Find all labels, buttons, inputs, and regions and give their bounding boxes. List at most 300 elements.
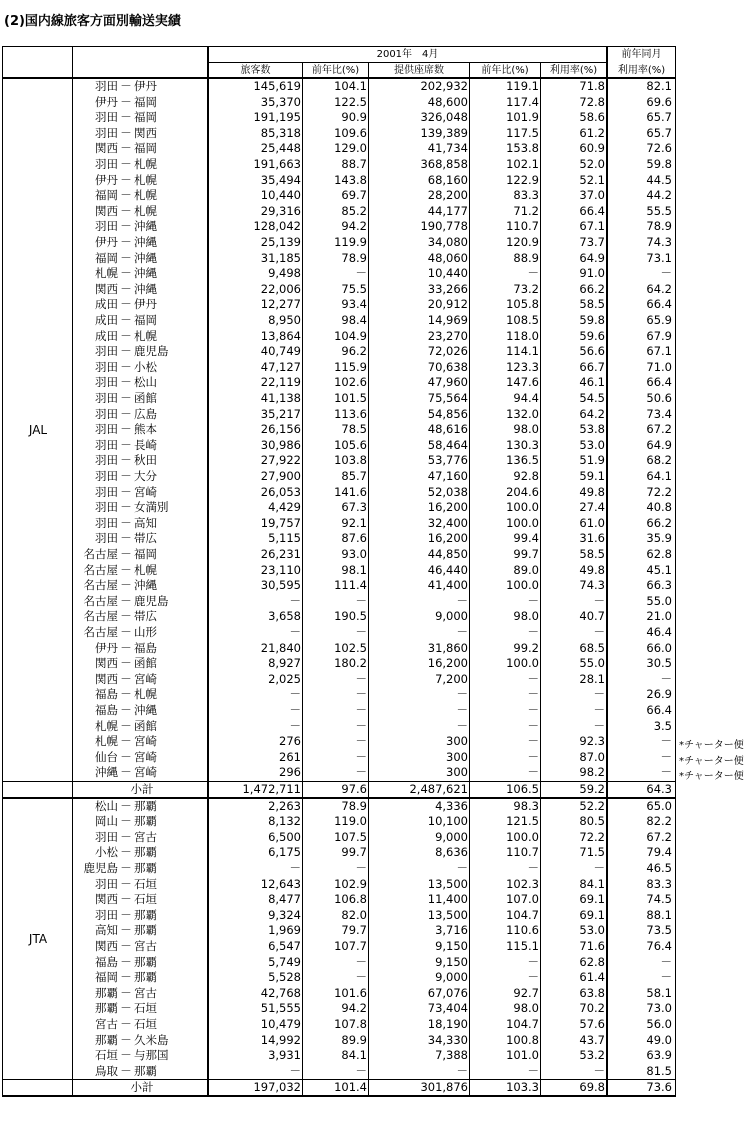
route-cell: [74, 188, 210, 204]
seat-yoy-cell: －: [527, 860, 539, 875]
seats-cell: 16,200: [427, 656, 468, 671]
route-cell: [74, 594, 210, 610]
passengers-cell: －: [289, 1063, 301, 1078]
passengers-cell: 25,139: [260, 235, 301, 249]
passengers-cell: 47,127: [260, 359, 301, 374]
passengers-cell: 85,318: [260, 125, 301, 140]
table-row: [3, 970, 675, 986]
seats-cell: 75,564: [427, 391, 468, 405]
route-dash: －: [120, 860, 132, 875]
seat-yoy-cell: 117.5: [506, 125, 539, 140]
seat-yoy-cell: 130.3: [506, 437, 539, 452]
passengers-cell: 145,619: [253, 79, 301, 93]
subtotal-label: 小計: [130, 782, 154, 796]
prev-year-load-factor-cell: 56.0: [646, 1016, 672, 1031]
route-cell: [74, 687, 210, 703]
seat-yoy-cell: 100.0: [506, 500, 539, 515]
prev-year-load-factor-cell: 66.4: [646, 703, 672, 717]
passenger-yoy-cell: 101.5: [334, 391, 367, 405]
origin: 沖縄: [95, 765, 118, 780]
destination: 那覇: [134, 970, 157, 985]
origin: 福岡: [95, 188, 118, 203]
prev-year-load-factor-cell: 45.1: [646, 562, 672, 577]
origin: 関西: [95, 281, 118, 296]
subtotal-cell: 1,472,711: [242, 782, 301, 796]
destination: 宮崎: [134, 484, 157, 499]
passengers-cell: 22,006: [260, 281, 301, 296]
route-cell: [74, 235, 210, 251]
passenger-yoy-cell: 102.5: [334, 640, 367, 655]
seat-yoy-cell: 71.2: [513, 203, 539, 218]
subtotal-cell: 301,876: [420, 1080, 468, 1095]
origin: 名古屋: [83, 578, 118, 593]
col-passengers: 旅客数: [240, 65, 271, 76]
seats-cell: 11,400: [427, 892, 468, 907]
load-factor-cell: 71.8: [579, 79, 605, 93]
destination: 函館: [134, 718, 157, 733]
route-dash: －: [120, 970, 132, 985]
destination: 石垣: [134, 892, 157, 907]
seat-yoy-cell: 98.0: [513, 609, 539, 624]
table-row: [3, 625, 675, 641]
load-factor-cell: 56.6: [579, 344, 605, 359]
seat-yoy-cell: －: [527, 970, 539, 985]
destination: 沖縄: [134, 578, 157, 593]
destination: 那覇: [134, 923, 157, 938]
origin: 伊丹: [95, 94, 118, 109]
seats-cell: －: [456, 703, 468, 717]
load-factor-cell: 58.5: [579, 547, 605, 561]
origin: 名古屋: [83, 625, 118, 639]
destination: 沖縄: [134, 266, 157, 281]
table-row: [3, 687, 675, 703]
route-dash: －: [120, 266, 132, 281]
passengers-cell: 12,277: [260, 297, 301, 312]
seat-yoy-cell: －: [527, 671, 539, 686]
route-dash: －: [120, 328, 132, 343]
route-cell: [74, 282, 210, 298]
origin: 伊丹: [95, 172, 118, 187]
passengers-cell: 30,595: [260, 578, 301, 593]
origin: 羽田: [95, 375, 118, 390]
passengers-cell: 12,643: [260, 876, 301, 891]
destination: 松山: [134, 375, 157, 390]
passenger-yoy-cell: 82.0: [341, 907, 367, 922]
seat-yoy-cell: 107.0: [506, 892, 539, 907]
route-cell: [74, 939, 210, 955]
destination: 宮古: [134, 938, 157, 953]
load-factor-cell: 52.2: [579, 798, 605, 813]
passenger-yoy-cell: 119.0: [334, 814, 367, 829]
passengers-cell: 35,217: [260, 406, 301, 421]
passengers-cell: 35,494: [260, 172, 301, 187]
passengers-cell: －: [289, 625, 301, 639]
table-row: [3, 329, 675, 345]
load-factor-cell: 64.9: [579, 250, 605, 265]
destination: 与那国: [134, 1048, 169, 1063]
route-dash: －: [120, 157, 132, 171]
seats-cell: 13,500: [427, 907, 468, 922]
route-dash: －: [120, 625, 132, 639]
table-row: [3, 861, 675, 877]
destination: 福岡: [134, 141, 157, 156]
table-row: [3, 563, 675, 579]
seats-cell: －: [456, 625, 468, 639]
destination: 帯広: [134, 609, 157, 624]
route-cell: [74, 1017, 210, 1033]
route-dash: －: [120, 578, 132, 593]
load-factor-cell: 53.2: [579, 1048, 605, 1063]
table-row: [3, 750, 675, 766]
seat-yoy-cell: －: [527, 1063, 539, 1078]
seats-cell: 33,266: [427, 281, 468, 296]
destination: 宮崎: [134, 734, 157, 749]
table-row: [3, 422, 675, 438]
table-row: [3, 908, 675, 924]
passenger-yoy-cell: 109.6: [334, 125, 367, 140]
table-row: [3, 939, 675, 955]
destination: 札幌: [134, 203, 157, 218]
seats-cell: 4,336: [435, 798, 468, 813]
seat-yoy-cell: 117.4: [506, 94, 539, 109]
passengers-cell: 27,900: [260, 469, 301, 483]
route-dash: －: [120, 500, 132, 515]
route-dash: －: [120, 671, 132, 686]
load-factor-cell: 46.1: [579, 375, 605, 390]
route-cell: [74, 719, 210, 735]
origin: 成田: [95, 297, 118, 312]
load-factor-cell: 98.2: [579, 765, 605, 780]
prev-year-load-factor-cell: 88.1: [646, 907, 672, 922]
seats-cell: 34,330: [427, 1032, 468, 1047]
seats-cell: 8,636: [435, 845, 468, 860]
passenger-yoy-cell: 107.8: [334, 1016, 367, 1031]
destination: 山形: [134, 625, 157, 639]
route-cell: [74, 578, 210, 594]
prev-year-load-factor-cell: 50.6: [646, 391, 672, 405]
passengers-cell: 9,324: [268, 907, 301, 922]
destination: 沖縄: [134, 281, 157, 296]
passenger-yoy-cell: 75.5: [341, 281, 367, 296]
table-row: [3, 235, 675, 251]
prev-year-load-factor-cell: 44.5: [646, 172, 672, 187]
seats-cell: 16,200: [427, 531, 468, 546]
route-cell: [74, 500, 210, 516]
load-factor-cell: 55.0: [579, 656, 605, 671]
passenger-yoy-cell: －: [355, 749, 367, 764]
passenger-yoy-cell: －: [355, 703, 367, 717]
prev-year-load-factor-cell: 62.8: [646, 547, 672, 561]
airline-section: [2, 79, 744, 799]
passengers-cell: 10,479: [260, 1016, 301, 1031]
destination: 札幌: [134, 157, 157, 171]
seats-cell: 20,912: [427, 297, 468, 312]
passenger-yoy-cell: 122.5: [334, 94, 367, 109]
seat-yoy-cell: 132.0: [506, 406, 539, 421]
table-row: [3, 845, 675, 861]
prev-year-load-factor-cell: 83.3: [646, 876, 672, 891]
route-cell: [74, 173, 210, 189]
prev-year-load-factor-cell: 82.1: [646, 79, 672, 93]
route-dash: －: [120, 235, 132, 249]
load-factor-cell: 59.8: [579, 313, 605, 327]
subtotal-cell: 73.6: [646, 1080, 672, 1095]
prev-year-load-factor-cell: 44.2: [646, 188, 672, 203]
origin: 羽田: [95, 79, 118, 93]
passenger-yoy-cell: －: [355, 1063, 367, 1078]
passengers-cell: 4,429: [268, 500, 301, 515]
route-cell: [74, 830, 210, 846]
route-dash: －: [120, 406, 132, 421]
prev-year-load-factor-cell: 73.1: [646, 250, 672, 265]
destination: 那覇: [134, 907, 157, 922]
passengers-cell: 3,658: [268, 609, 301, 624]
origin: 羽田: [95, 157, 118, 171]
route-dash: －: [120, 250, 132, 265]
passengers-cell: 26,156: [260, 422, 301, 437]
origin: 羽田: [95, 359, 118, 374]
origin: 羽田: [95, 907, 118, 922]
origin: 名古屋: [83, 562, 118, 577]
origin: 伊丹: [95, 640, 118, 655]
route-cell: [74, 970, 210, 986]
load-factor-cell: 91.0: [579, 266, 605, 281]
origin: 成田: [95, 328, 118, 343]
route-dash: －: [120, 703, 132, 717]
origin: 札幌: [95, 266, 118, 281]
seats-cell: 44,177: [427, 203, 468, 218]
table-row: [3, 1033, 675, 1049]
route-cell: [74, 656, 210, 672]
seat-yoy-cell: 153.8: [506, 141, 539, 156]
passenger-yoy-cell: 129.0: [334, 141, 367, 156]
prev-year-load-factor-cell: 66.4: [646, 297, 672, 312]
load-factor-cell: 61.2: [579, 125, 605, 140]
table-row: [3, 719, 675, 735]
passenger-yoy-cell: 94.2: [341, 219, 367, 234]
route-dash: －: [120, 876, 132, 891]
table-row: [3, 877, 675, 893]
seat-yoy-cell: 92.8: [513, 469, 539, 483]
load-factor-cell: －: [593, 687, 605, 702]
passenger-yoy-cell: 101.6: [334, 985, 367, 1000]
seat-yoy-cell: 147.6: [506, 375, 539, 390]
passenger-yoy-cell: －: [355, 765, 367, 780]
origin: 羽田: [95, 219, 118, 234]
passenger-yoy-cell: 99.7: [341, 845, 367, 860]
seat-yoy-cell: －: [527, 734, 539, 749]
table-row: [3, 830, 675, 846]
passengers-cell: －: [289, 687, 301, 702]
load-factor-cell: 57.6: [579, 1016, 605, 1031]
load-factor-cell: 58.6: [579, 110, 605, 125]
prev-year-load-factor-cell: 21.0: [646, 609, 672, 624]
route-dash: －: [120, 188, 132, 203]
route-cell: [74, 313, 210, 329]
prev-year-load-factor-cell: 35.9: [646, 531, 672, 546]
seat-yoy-cell: －: [527, 625, 539, 639]
passengers-cell: 2,025: [268, 671, 301, 686]
load-factor-cell: 53.0: [579, 437, 605, 452]
route-cell: [74, 204, 210, 220]
destination: 久米島: [134, 1032, 169, 1047]
seat-yoy-cell: 121.5: [506, 814, 539, 829]
load-factor-cell: 66.7: [579, 359, 605, 374]
passengers-cell: 35,370: [260, 94, 301, 109]
route-cell: [74, 609, 210, 625]
prev-year-load-factor-cell: 65.0: [646, 798, 672, 813]
route-dash: －: [120, 562, 132, 577]
prev-year-load-factor-cell: －: [660, 266, 672, 281]
destination: 大分: [134, 469, 157, 483]
passenger-yoy-cell: 98.1: [341, 562, 367, 577]
passenger-yoy-cell: 92.1: [341, 515, 367, 530]
origin: 高知: [95, 923, 118, 938]
seats-cell: 41,400: [427, 578, 468, 593]
prev-year-load-factor-cell: 71.0: [646, 359, 672, 374]
destination: 札幌: [134, 562, 157, 577]
table-row: [3, 157, 675, 173]
table-row: [3, 799, 675, 815]
table-row: [3, 126, 675, 142]
seats-cell: 300: [446, 734, 468, 749]
transport-table: [2, 46, 744, 1097]
route-cell: [74, 485, 210, 501]
route-cell: [74, 516, 210, 532]
prev-year-load-factor-cell: －: [660, 970, 672, 985]
load-factor-cell: 74.3: [579, 578, 605, 593]
route-cell: [74, 845, 210, 861]
prev-year-load-factor-cell: 65.7: [646, 110, 672, 125]
load-factor-cell: 92.3: [579, 734, 605, 749]
seats-cell: 67,076: [427, 985, 468, 1000]
origin: 仙台: [95, 749, 118, 764]
load-factor-cell: 43.7: [579, 1032, 605, 1047]
prev-year-load-factor-cell: 74.5: [646, 892, 672, 907]
seat-yoy-cell: 104.7: [506, 1016, 539, 1031]
passengers-cell: 6,175: [268, 845, 301, 860]
destination: 福島: [134, 640, 157, 655]
route-dash: －: [120, 313, 132, 327]
passenger-yoy-cell: 79.7: [341, 923, 367, 938]
table-row: [3, 672, 675, 688]
table-row: [3, 204, 675, 220]
passenger-yoy-cell: 107.7: [334, 938, 367, 953]
passengers-cell: 27,922: [260, 453, 301, 468]
load-factor-cell: 64.2: [579, 406, 605, 421]
origin: 羽田: [95, 125, 118, 140]
table-row: [3, 1001, 675, 1017]
route-dash: －: [120, 985, 132, 1000]
passengers-cell: 19,757: [260, 515, 301, 530]
prev-year-load-factor-cell: 73.5: [646, 923, 672, 938]
passengers-cell: 31,185: [260, 250, 301, 265]
load-factor-cell: 58.5: [579, 297, 605, 312]
passengers-cell: 30,986: [260, 437, 301, 452]
passengers-cell: 3,931: [268, 1048, 301, 1063]
seats-cell: 7,200: [435, 671, 468, 686]
route-dash: －: [120, 172, 132, 187]
seat-yoy-cell: 123.3: [506, 359, 539, 374]
load-factor-cell: 51.9: [579, 453, 605, 468]
prev-year-load-factor-cell: 73.0: [646, 1001, 672, 1016]
table-row: [3, 173, 675, 189]
seats-cell: 190,778: [420, 219, 468, 234]
seat-yoy-cell: －: [527, 593, 539, 608]
passenger-yoy-cell: －: [355, 718, 367, 733]
destination: 福岡: [134, 547, 157, 561]
table-row: [3, 986, 675, 1002]
route-dash: －: [120, 219, 132, 234]
load-factor-cell: 27.4: [579, 500, 605, 515]
route-dash: －: [120, 422, 132, 437]
origin: 関西: [95, 938, 118, 953]
prev-year-load-factor-cell: －: [660, 734, 672, 749]
col-prev-year-top: 前年同月: [621, 49, 662, 60]
route-dash: －: [120, 484, 132, 499]
origin: 福島: [95, 954, 118, 969]
passengers-cell: 51,555: [260, 1001, 301, 1016]
load-factor-cell: 59.6: [579, 328, 605, 343]
passenger-yoy-cell: －: [355, 266, 367, 281]
seat-yoy-cell: 102.1: [506, 157, 539, 171]
passenger-yoy-cell: 78.9: [341, 798, 367, 813]
passengers-cell: 14,992: [260, 1032, 301, 1047]
route-dash: －: [120, 923, 132, 938]
passenger-yoy-cell: 111.4: [334, 578, 367, 593]
route-cell: [74, 1064, 210, 1080]
passengers-cell: 128,042: [253, 219, 301, 234]
seats-cell: 9,150: [435, 954, 468, 969]
seats-cell: 9,150: [435, 938, 468, 953]
prev-year-load-factor-cell: 65.9: [646, 313, 672, 327]
subtotal-cell: 101.4: [334, 1080, 367, 1095]
seats-cell: 9,000: [435, 829, 468, 844]
route-cell: [74, 877, 210, 893]
table-row: [3, 391, 675, 407]
seats-cell: 46,440: [427, 562, 468, 577]
seats-cell: 18,190: [427, 1016, 468, 1031]
seats-cell: 13,500: [427, 876, 468, 891]
route-dash: －: [120, 125, 132, 140]
col-prev-year-bottom: 利用率(%): [617, 65, 666, 76]
origin: 羽田: [95, 453, 118, 468]
load-factor-cell: 49.8: [579, 484, 605, 499]
destination: 函館: [134, 656, 157, 671]
seats-cell: 58,464: [427, 437, 468, 452]
subtotal-cell: 2,487,621: [409, 782, 468, 796]
route-cell: [74, 391, 210, 407]
load-factor-cell: 67.1: [579, 219, 605, 234]
passengers-cell: 21,840: [260, 640, 301, 655]
table-row: [3, 578, 675, 594]
prev-year-load-factor-cell: 40.8: [646, 500, 672, 515]
destination: 沖縄: [134, 235, 157, 249]
route-dash: －: [120, 297, 132, 312]
page-title: (2)国内線旅客方面別輸送実績: [4, 14, 181, 29]
airline-label: JTA: [28, 931, 48, 946]
table-row: [3, 282, 675, 298]
passenger-yoy-cell: 103.8: [334, 453, 367, 468]
route-dash: －: [120, 375, 132, 390]
prev-year-load-factor-cell: 66.0: [646, 640, 672, 655]
passenger-yoy-cell: －: [355, 970, 367, 985]
load-factor-cell: 59.1: [579, 469, 605, 483]
origin: 那覇: [95, 1032, 118, 1047]
origin: 羽田: [95, 515, 118, 530]
route-dash: －: [120, 203, 132, 218]
subtotal-cell: 69.8: [579, 1080, 605, 1095]
